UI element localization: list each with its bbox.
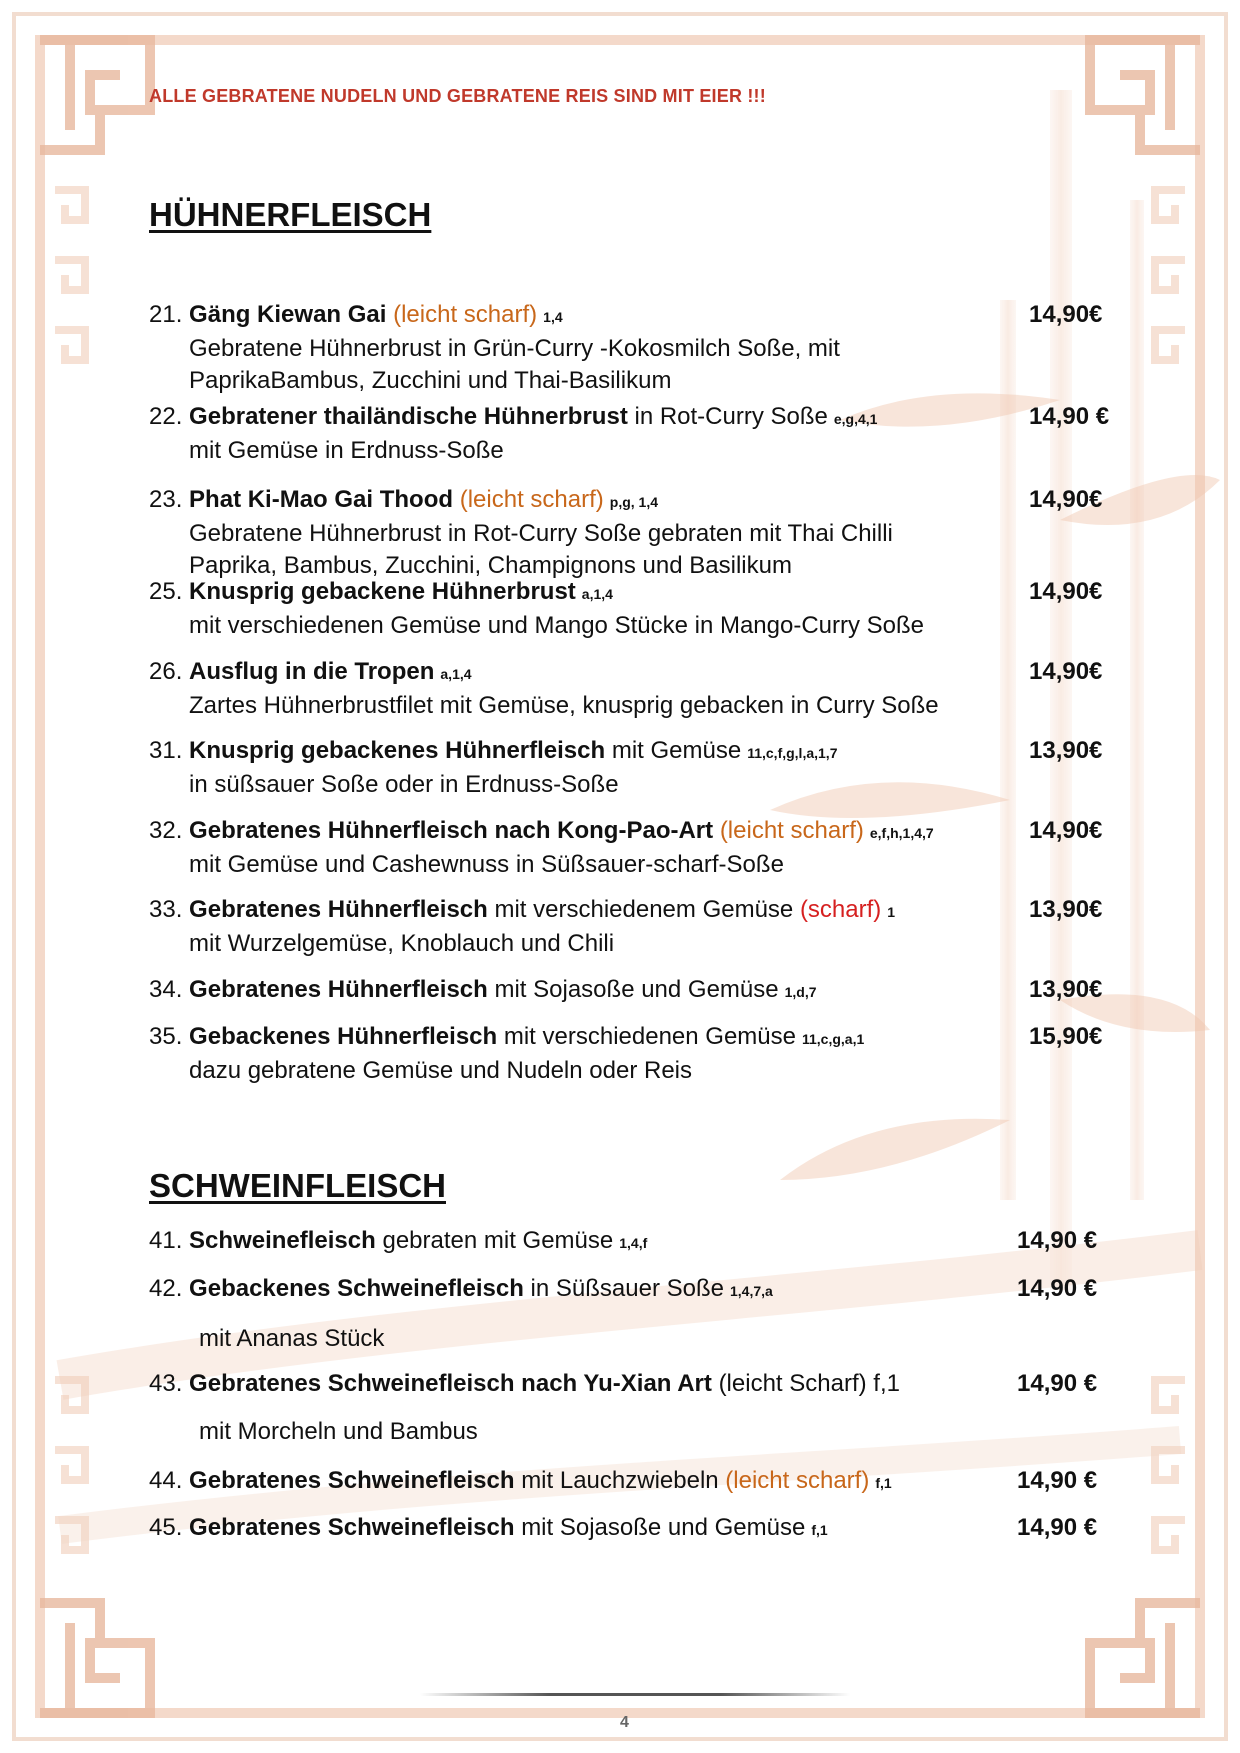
item-price: 14,90€ bbox=[1029, 301, 1103, 328]
item-detail: mit Sojasoße und Gemüse bbox=[494, 976, 779, 1003]
allergen-codes: 11,c,g,a,1 bbox=[801, 1031, 865, 1047]
spicy-label: (leicht scharf) bbox=[719, 817, 864, 844]
item-detail: in Rot-Curry Soße bbox=[634, 403, 828, 430]
item-number: 45. bbox=[149, 1514, 183, 1541]
item-number: 31. bbox=[149, 737, 183, 764]
item-title-line bbox=[149, 894, 1109, 928]
item-description: mit Wurzelgemüse, Knoblauch und Chili bbox=[189, 930, 615, 957]
item-detail: in Süßsauer Soße bbox=[530, 1275, 724, 1302]
spicy-label: (leicht scharf) bbox=[725, 1467, 870, 1494]
allergen-codes: 1 bbox=[887, 904, 896, 920]
item-price: 14,90 € bbox=[1017, 1275, 1098, 1302]
item-name: Gebratenes Schweinefleisch nach Yu-Xian Art bbox=[189, 1370, 712, 1397]
spicy-label: (leicht scharf) bbox=[393, 301, 538, 328]
item-name: Phat Ki-Mao Gai Thood bbox=[189, 486, 454, 513]
item-number: 22. bbox=[149, 403, 183, 430]
item-name: Knusprig gebackenes Hühnerfleisch bbox=[189, 737, 606, 764]
allergen-codes: e,f,h,1,4,7 bbox=[869, 825, 934, 841]
menu-item bbox=[149, 299, 1109, 397]
allergen-codes: 11,c,f,g,l,a,1,7 bbox=[747, 745, 838, 761]
egg-notice: ALLE GEBRATENE NUDELN UND GEBRATENE REIS SIND MIT EIER !!! bbox=[149, 86, 766, 106]
item-name: Gebackenes Hühnerfleisch bbox=[189, 1023, 498, 1050]
item-number: 32. bbox=[149, 817, 183, 844]
item-description: PaprikaBambus, Zucchini und Thai-Basilikum bbox=[189, 367, 672, 394]
page-number: 4 bbox=[620, 1714, 629, 1731]
item-name: Gebratenes Hühnerfleisch nach Kong-Pao-Art bbox=[189, 817, 714, 844]
item-price: 14,90€ bbox=[1029, 817, 1103, 844]
allergen-codes: p,g, 1,4 bbox=[609, 494, 658, 510]
item-title-line bbox=[149, 576, 1109, 610]
footer-divider bbox=[420, 1693, 850, 1696]
item-number: 34. bbox=[149, 976, 183, 1003]
allergen-codes: 1,4,f bbox=[619, 1235, 648, 1251]
item-title-line bbox=[149, 656, 1109, 690]
item-detail: mit verschiedenem Gemüse bbox=[494, 896, 794, 923]
item-title-line bbox=[149, 1021, 1109, 1055]
item-title-line bbox=[149, 1368, 1109, 1400]
item-price: 14,90€ bbox=[1029, 578, 1103, 605]
section-title-pork: SCHWEINFLEISCH bbox=[149, 1167, 446, 1204]
spicy-label: (leicht scharf) bbox=[459, 486, 604, 513]
menu-item bbox=[149, 815, 1109, 881]
item-price: 13,90€ bbox=[1029, 976, 1103, 1003]
menu-item bbox=[149, 974, 1109, 1008]
item-price: 14,90 € bbox=[1017, 1227, 1098, 1254]
item-number: 25. bbox=[149, 578, 183, 605]
item-number: 21. bbox=[149, 301, 183, 328]
item-number: 43. bbox=[149, 1370, 183, 1397]
item-detail: mit Gemüse bbox=[611, 737, 742, 764]
item-number: 26. bbox=[149, 658, 183, 685]
item-price: 15,90€ bbox=[1029, 1023, 1103, 1050]
menu-item bbox=[149, 735, 1109, 801]
item-name: Gebratenes Hühnerfleisch bbox=[189, 896, 488, 923]
item-price: 14,90€ bbox=[1029, 486, 1103, 513]
item-number: 23. bbox=[149, 486, 183, 513]
item-description: mit Ananas Stück bbox=[199, 1325, 385, 1352]
item-description: mit verschiedenen Gemüse und Mango Stücke in Mango-Curry Soße bbox=[189, 612, 925, 639]
item-title-line bbox=[149, 401, 1109, 435]
menu-item bbox=[149, 576, 1109, 642]
item-title-line bbox=[149, 299, 1109, 333]
menu-item bbox=[149, 1273, 1109, 1355]
item-title-line bbox=[149, 1465, 1109, 1499]
item-number: 41. bbox=[149, 1227, 183, 1254]
menu-item bbox=[149, 656, 1109, 722]
section-title-chicken: HÜHNERFLEISCH bbox=[149, 196, 432, 233]
item-title-line bbox=[149, 1273, 1109, 1307]
item-name: Gebratenes Schweinefleisch bbox=[189, 1467, 515, 1494]
item-description: Gebratene Hühnerbrust in Grün-Curry -Kokosmilch Soße, mit bbox=[189, 335, 840, 362]
allergen-codes: f,1 bbox=[875, 1475, 892, 1491]
item-number: 42. bbox=[149, 1275, 183, 1302]
item-price: 13,90€ bbox=[1029, 737, 1103, 764]
item-name: Ausflug in die Tropen bbox=[189, 658, 435, 685]
item-title-line bbox=[149, 1225, 1109, 1259]
allergen-codes: e,g,4,1 bbox=[833, 411, 878, 427]
allergen-codes: f,1 bbox=[811, 1522, 828, 1538]
item-description: mit Gemüse in Erdnuss-Soße bbox=[189, 437, 504, 464]
menu-item bbox=[149, 401, 1109, 467]
item-description: mit Gemüse und Cashewnuss in Süßsauer-scharf-Soße bbox=[189, 851, 784, 878]
item-name: Gäng Kiewan Gai bbox=[189, 301, 387, 328]
menu-item bbox=[149, 1512, 1109, 1546]
menu-item bbox=[149, 484, 1109, 582]
item-price: 14,90€ bbox=[1029, 658, 1103, 685]
allergen-codes: a,1,4 bbox=[440, 666, 472, 682]
item-description: Zartes Hühnerbrustfilet mit Gemüse, knusprig gebacken in Curry Soße bbox=[189, 692, 939, 719]
item-number: 44. bbox=[149, 1467, 183, 1494]
item-title-line bbox=[149, 735, 1109, 769]
item-title-line bbox=[149, 815, 1109, 849]
item-price: 14,90 € bbox=[1029, 403, 1110, 430]
item-price: 14,90 € bbox=[1017, 1467, 1098, 1494]
item-price: 14,90 € bbox=[1017, 1370, 1098, 1397]
item-detail: mit verschiedenen Gemüse bbox=[503, 1023, 796, 1050]
menu-item bbox=[149, 1021, 1109, 1087]
item-name: Gebratenes Schweinefleisch bbox=[189, 1514, 515, 1541]
spicy-label: (scharf) bbox=[799, 896, 882, 923]
item-detail: (leicht Scharf) f,1 bbox=[718, 1370, 900, 1397]
item-number: 33. bbox=[149, 896, 183, 923]
item-description: in süßsauer Soße oder in Erdnuss-Soße bbox=[189, 771, 619, 798]
menu-item bbox=[149, 1225, 1109, 1259]
item-price: 14,90 € bbox=[1017, 1514, 1098, 1541]
item-title-line bbox=[149, 1512, 1109, 1546]
item-description: mit Morcheln und Bambus bbox=[199, 1418, 478, 1445]
item-price: 13,90€ bbox=[1029, 896, 1103, 923]
item-description: dazu gebratene Gemüse und Nudeln oder Reis bbox=[189, 1057, 692, 1084]
allergen-codes: 1,4,7,a bbox=[729, 1283, 773, 1299]
item-name: Gebratener thailändische Hühnerbrust bbox=[189, 403, 628, 430]
allergen-codes: a,1,4 bbox=[581, 586, 613, 602]
menu-item bbox=[149, 1465, 1109, 1499]
item-detail: mit Sojasoße und Gemüse bbox=[521, 1514, 806, 1541]
item-title-line bbox=[149, 974, 1109, 1008]
item-description: Paprika, Bambus, Zucchini, Champignons und Basilikum bbox=[189, 552, 792, 579]
menu-item bbox=[149, 1368, 1109, 1448]
item-number: 35. bbox=[149, 1023, 183, 1050]
item-name: Gebackenes Schweinefleisch bbox=[189, 1275, 524, 1302]
item-detail: gebraten mit Gemüse bbox=[382, 1227, 614, 1254]
allergen-codes: 1,d,7 bbox=[784, 984, 817, 1000]
item-name: Gebratenes Hühnerfleisch bbox=[189, 976, 488, 1003]
item-detail: mit Lauchzwiebeln bbox=[521, 1467, 719, 1494]
item-title-line bbox=[149, 484, 1109, 518]
item-description: Gebratene Hühnerbrust in Rot-Curry Soße gebraten mit Thai Chilli bbox=[189, 520, 893, 547]
item-name: Knusprig gebackene Hühnerbrust bbox=[189, 578, 576, 605]
item-name: Schweinefleisch bbox=[189, 1227, 376, 1254]
allergen-codes: 1,4 bbox=[543, 309, 563, 325]
menu-item bbox=[149, 894, 1109, 960]
